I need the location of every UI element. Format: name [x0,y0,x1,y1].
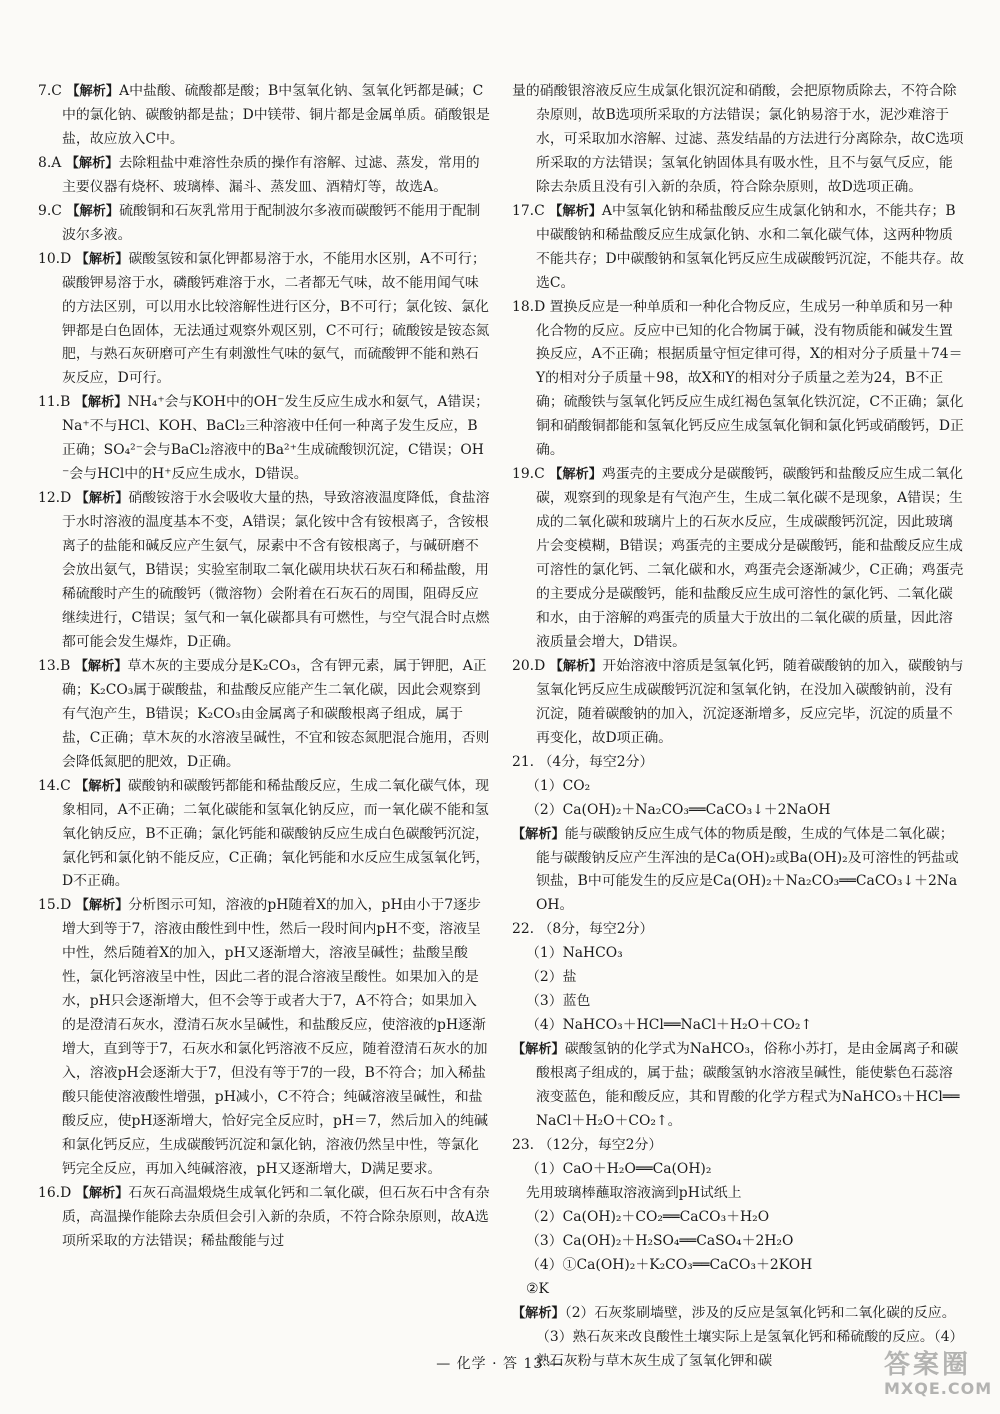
analysis-label: 【解析】 [512,1042,565,1058]
answer-text: A中氢氧化钠和稀盐酸反应生成氯化钠和水，不能共存；B中碳酸钠和稀盐酸反应生成氯化钠、水和二氧化碳气体，这两种物质不能共存；D中碳酸钠和氢氧化钙反应生成碳酸钙沉淀，不能共存。故选C。 [536,202,964,291]
answer-item [512,200,964,296]
answer-text: NH₄⁺会与KOH中的OH⁻发生反应生成水和氨气，A错误；Na⁺不与HCl、KOH、BaCl₂三种溶液中任何一种离子发生反应，B正确；SO₄²⁻会与BaCl₂溶液中的Ba²⁺生成硫酸钡沉淀，C错误；OH⁻会与HCl中的H⁺反应生成水，D错误。 [62,394,490,483]
answer-item [512,1038,964,1134]
answer-item [38,391,490,487]
answer-item [38,655,490,775]
answer-text: 置换反应是一种单质和一种化合物反应，生成另一种单质和另一种化合物的反应。反应中已知的化合物属于碱，没有物质能和碱发生置换反应，A不正确；根据质量守恒定律可得，X的相对分子质量＋74＝Y的相对分子质量＋98，故X和Y的相对分子质量之差为24，B不正确；硫酸铁与氢氧化钙反应生成红褐色氢氧化铁沉淀，C不正确；氯化铜和硝酸铜都能和氢氧化钙反应生成氢氧化铜和氯化钙或硝酸钙，D正确。 [536,298,964,459]
answer-text: 碳酸氢铵和氯化钾都易溶于水，不能用水区别，A不可行；碳酸钾易溶于水，磷酸钙难溶于水，二者都无气味，故不能用闻气味的方法区别，可以用水比较溶解性进行区分，B不可行；氯化铵、氯化钾都是白色固体，无法通过观察外观区别，C不可行；硫酸铵是铵态氮肥，与熟石灰研磨可产生有刺激性气味的氨气，而硫酸钾不能和熟石灰反应，D可行。 [62,250,490,387]
answer-line: ②K [526,1280,549,1297]
analysis-label: 【解析】 [512,1305,565,1321]
question-number: 21. [512,753,535,770]
answer-text: （12分，每空2分） [538,1136,663,1153]
answer-line: （2）Ca(OH)₂＋CO₂══CaCO₃＋H₂O [526,1208,770,1225]
watermark-text: 答案圈 [884,1350,972,1380]
analysis-label: 【解析】 [65,155,119,171]
answer-text: 开始溶液中溶质是氢氧化钙，随着碳酸钠的加入，碳酸钠与氢氧化钙反应生成碳酸钙沉淀和氢氧化钠，在没加入碳酸钠前，没有沉淀，随着碳酸钠的加入，沉淀逐渐增多，反应完毕，沉淀的质量不再变化，故D项正确。 [536,657,964,746]
answer-item [38,1182,490,1254]
analysis-label: 【解析】 [549,203,602,219]
answer-line: （2）Ca(OH)₂＋Na₂CO₃══CaCO₃↓＋2NaOH [526,801,831,818]
answer-item [512,823,964,919]
question-number: 19.C [512,466,545,483]
answer-item [512,463,964,655]
answer-item [38,248,490,392]
question-number: 18.D [512,298,546,315]
answer-item [38,894,490,1181]
question-number: 10.D [38,250,72,267]
analysis-label: 【解析】 [549,658,603,674]
answer-text: 硝酸铵溶于水会吸收大量的热，导致溶液温度降低，食盐溶于水时溶液的温度基本不变，A错误；氯化铵中含有铵根离子，含铵根离子的盐能和碱反应产生氨气，尿素中不含有铵根离子，与碱研磨不会放出氨气，B错误；实验室制取二氧化碳用块状石灰石和稀盐酸，用稀硫酸时产生的硫酸钙（微溶物）会附着在石灰石的周围，阻碍反应继续进行，C错误；氢气和一氧化碳都具有可燃性，与空气混合时点燃都可能会发生爆炸，D正确。 [62,490,490,650]
analysis-label: 【解析】 [75,251,129,267]
answer-text: 量的硝酸银溶液反应生成氯化银沉淀和硝酸，会把原物质除去，不符合除杂原则，故B选项所采取的方法错误；氯化钠易溶于水，泥沙难溶于水，可采取加水溶解、过滤、蒸发结晶的方法进行分离除杂，故C选项所采取的方法错误；氢氧化钠固体具有吸水性，且不与氨气反应，能除去杂质且没有引入新的杂质，符合除杂原则，故D选项正确。 [512,83,964,195]
answer-text: （2）石灰浆刷墙壁，涉及的反应是氢氧化钙和二氧化碳的反应。（3）熟石灰来改良酸性土壤实际上是氢氧化钙和稀硫酸的反应。（4）熟石灰粉与草木灰生成了氢氧化钾和碳 [536,1304,964,1369]
question-number: 12.D [38,490,72,507]
analysis-label: 【解析】 [75,1185,129,1201]
page-footer: — 化学 · 答 13 — [436,1356,564,1372]
question-number: 16.D [38,1184,72,1201]
question-number: 14.C [38,777,71,794]
answer-line: （2）盐 [526,969,577,986]
answer-text: A中盐酸、硫酸都是酸；B中氢氧化钠、氢氧化钙都是碱；C中的氯化钠、碳酸钠都是盐；D中镁带、铜片都是金属单质。硝酸银是盐，故应放入C中。 [62,83,490,147]
analysis-label: 【解析】 [75,898,129,914]
answer-item [38,775,490,895]
analysis-label: 【解析】 [74,658,128,674]
analysis-label: 【解析】 [549,467,602,483]
answer-item [38,487,490,655]
question-number: 17.C [512,202,545,219]
answer-text: 碳酸氢钠的化学式为NaHCO₃，俗称小苏打，是由金属离子和碳酸根离子组成的，属于盐；碳酸氢钠水溶液呈碱性，能使紫色石蕊溶液变蓝色，能和酸反应，其和胃酸的化学方程式为NaHCO₃＋HCl══NaCl＋H₂O＋CO₂↑。 [536,1041,960,1129]
answer-text: （8分，每空2分） [538,921,654,938]
question-number: 20.D [512,657,546,674]
analysis-label: 【解析】 [74,395,128,411]
answer-item [38,200,490,248]
answer-line: （3）蓝色 [526,993,591,1010]
answer-line: （3）Ca(OH)₂＋H₂SO₄══CaSO₄＋2H₂O [526,1232,794,1249]
answer-text: （4分，每空2分） [538,753,654,770]
answer-item [38,80,490,152]
answer-item [512,296,964,464]
answer-line: （4）①Ca(OH)₂＋K₂CO₃══CaCO₃＋2KOH [526,1256,813,1273]
answer-line: （1）CO₂ [526,777,591,794]
answer-item [512,751,964,775]
answer-line: （1）NaHCO₃ [526,945,623,962]
watermark-url: MXQE.COM [884,1379,993,1398]
question-number: 22. [512,921,535,938]
answer-text: 能与碳酸钠反应生成气体的物质是酸，生成的气体是二氧化碳；能与碳酸钠反应产生浑浊的是Ca(OH)₂或Ba(OH)₂及可溶性的钙盐或钡盐，B中可能发生的反应是Ca(OH)₂＋Na₂CO₃══CaCO₃↓＋2NaOH。 [536,825,959,914]
answer-text: 碳酸钠和碳酸钙都能和稀盐酸反应，生成二氧化碳气体，现象相同，A不正确；二氧化碳能和氢氧化钠反应，而一氧化碳不能和氢氧化钠反应，B不正确；氯化钙能和碳酸钠反应生成白色碳酸钙沉淀，氯化钙和氯化钠不能反应，C正确；氧化钙能和水反应生成氢氧化钙，D不正确。 [62,777,490,890]
right-column [512,80,964,1373]
answer-item [512,80,964,200]
question-number: 13.B [38,657,71,674]
answer-text: 鸡蛋壳的主要成分是碳酸钙，碳酸钙和盐酸反应生成二氧化碳，观察到的现象是有气泡产生，生成二氧化碳不是现象，A错误；生成的二氧化碳和玻璃片上的石灰水反应，生成碳酸钙沉淀，因此玻璃片会变模糊，B错误；鸡蛋壳的主要成分是碳酸钙，能和盐酸反应生成可溶性的氯化钙、二氧化碳和水，鸡蛋壳会逐渐减少，C正确；鸡蛋壳的主要成分是碳酸钙，能和盐酸反应生成可溶性的氯化钙、二氧化碳和水，由于溶解的鸡蛋壳的质量大于放出的二氧化碳的质量，因此溶液质量会增大，D错误。 [536,466,964,650]
left-column [38,80,490,1254]
answer-item [512,655,964,751]
answer-line: （4）NaHCO₃＋HCl══NaCl＋H₂O＋CO₂↑ [526,1017,813,1034]
answer-text: 石灰石高温煅烧生成氧化钙和二氧化碳，但石灰石中含有杂质，高温操作能除去杂质但会引入新的杂质，不符合除杂原则，故A选项所采取的方法错误；稀盐酸能与过 [62,1184,490,1249]
analysis-label: 【解析】 [66,203,120,219]
answer-text: 去除粗盐中难溶性杂质的操作有溶解、过滤、蒸发，常用的主要仪器有烧杯、玻璃棒、漏斗、蒸发皿、酒精灯等，故选A。 [62,154,480,195]
answer-line: 先用玻璃棒蘸取溶液滴到pH试纸上 [526,1184,742,1201]
answer-item [512,918,964,942]
question-number: 23. [512,1136,535,1153]
watermark-logo [884,1350,992,1406]
answer-text: 硫酸铜和石灰乳常用于配制波尔多液而碳酸钙不能用于配制波尔多液。 [62,202,481,243]
question-number: 11.B [38,394,71,411]
answer-text: 分析图示可知，溶液的pH随着X的加入，pH由小于7逐步增大到等于7，溶液由酸性到中性，然后一段时间内pH不变，溶液呈中性，然后随着X的加入，pH又逐渐增大，溶液呈碱性；盐酸呈酸性，氯化钙溶液呈中性，因此二者的混合溶液呈酸性。如果加入的是水，pH只会逐渐增大，但不会等于或者大于7，A不符合；如果加入的是澄清石灰水，澄清石灰水呈碱性，和盐酸反应，使溶液的pH逐渐增大，直到等于7，石灰水和氯化钙溶液不反应，随着澄清石灰水的加入，溶液pH会逐渐大于7，但没有等于7的一段，B不符合；加入稀盐酸只能使溶液酸性增强，pH减小，C不符合；纯碱溶液呈碱性，和盐酸反应，使pH逐渐增大，恰好完全反应时，pH＝7，然后加入的纯碱和氯化钙反应，生成碳酸钙沉淀和氯化钠，溶液仍然呈中性，等氯化钙完全反应，再加入纯碱溶液，pH又逐渐增大，D满足要求。 [62,897,488,1177]
analysis-label: 【解析】 [75,491,129,507]
answer-line: （1）CaO＋H₂O══Ca(OH)₂ [526,1160,712,1177]
answer-text: 草木灰的主要成分是K₂CO₃，含有钾元素，属于钾肥，A正确；K₂CO₃属于碳酸盐，和盐酸反应能产生二氧化碳，因此会观察到有气泡产生，B错误；K₂CO₃由金属离子和碳酸根离子组成，属于盐，C正确；草木灰的水溶液呈碱性，不宜和铵态氮肥混合施用，否则会降低氮肥的肥效，D正确。 [62,657,490,770]
question-number: 15.D [38,897,72,914]
analysis-label: 【解析】 [512,826,565,842]
question-number: 7.C [38,83,62,99]
analysis-label: 【解析】 [66,84,120,99]
analysis-label: 【解析】 [75,778,128,794]
question-number: 8.A [38,154,62,171]
question-number: 9.C [38,202,62,219]
answer-item [38,152,490,200]
answer-item [512,1134,964,1158]
